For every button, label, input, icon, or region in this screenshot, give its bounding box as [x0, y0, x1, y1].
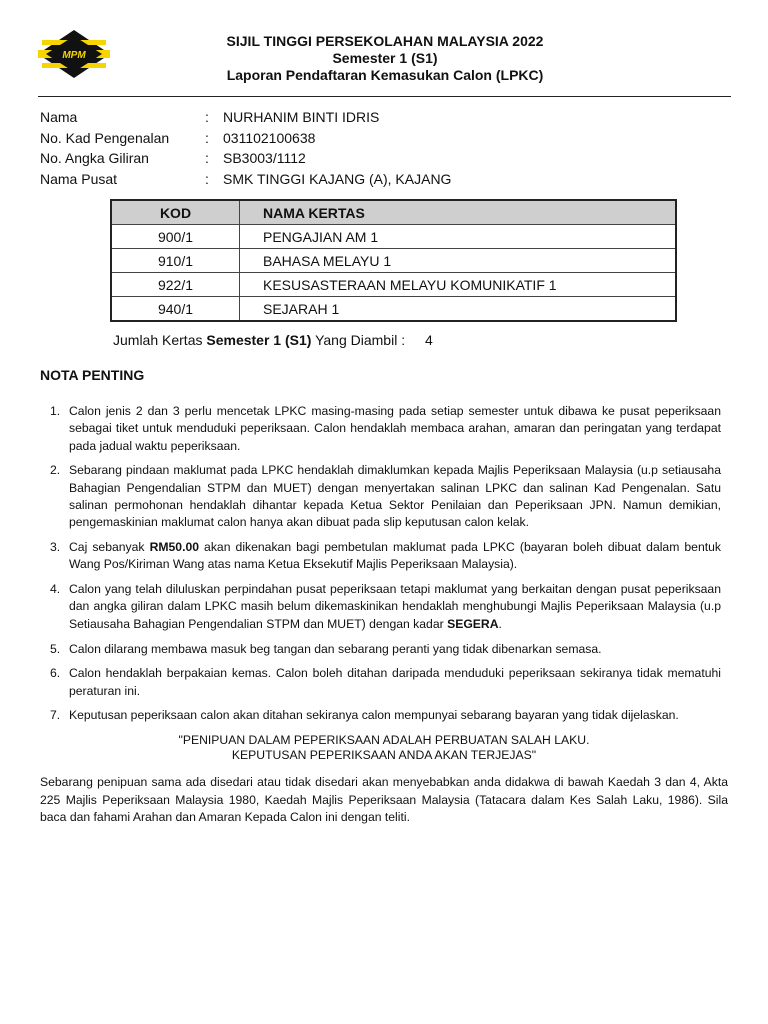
- note-text: Keputusan peperiksaan calon akan ditahan sekiranya calon mempunyai sebarang bayaran yang tidak dijelaskan.: [69, 708, 679, 723]
- note-number: 1.: [50, 404, 61, 418]
- note-number: 4.: [50, 582, 61, 597]
- info-row-centre: Nama Pusat : SMK TINGGI KAJANG (A), KAJANG: [40, 169, 451, 190]
- paper-code: 900/1: [111, 225, 240, 249]
- note-item: [40, 707, 721, 724]
- document-header: [150, 33, 620, 84]
- table-row: [111, 297, 676, 322]
- info-value: SB3003/1112: [223, 150, 306, 166]
- quote-line-2: KEPUTUSAN PEPERIKSAAN ANDA AKAN TERJEJAS": [231, 748, 537, 762]
- paper-name: PENGAJIAN AM 1: [240, 225, 677, 249]
- table-header-row: [111, 200, 676, 225]
- paper-name: KESUSASTERAAN MELAYU KOMUNIKATIF 1: [240, 273, 677, 297]
- column-header-kod: KOD: [111, 200, 240, 225]
- info-value: SMK TINGGI KAJANG (A), KAJANG: [223, 170, 452, 187]
- header-semester: Semester 1 (S1): [332, 50, 438, 66]
- info-value: NURHANIM BINTI IDRIS: [223, 109, 380, 125]
- total-count: 4: [424, 332, 433, 348]
- info-label: Nama: [40, 109, 78, 125]
- table-row: [111, 249, 676, 273]
- note-number: 5.: [50, 641, 61, 656]
- warning-quote: [0, 733, 768, 763]
- logo-text: MPM: [62, 50, 86, 61]
- note-item: [40, 539, 721, 574]
- urgent-label: SEGERA: [447, 616, 499, 631]
- info-row-nama: Nama : NURHANIM BINTI IDRIS: [40, 107, 451, 128]
- note-text: Calon dilarang membawa masuk beg tangan dan sebarang peranti yang tidak dibenarkan semasa.: [69, 641, 602, 656]
- info-row-index: No. Angka Giliran : SB3003/1112: [40, 148, 451, 169]
- note-number: 7.: [50, 708, 61, 723]
- note-item: [40, 665, 721, 700]
- info-value: 031102100638: [223, 129, 316, 146]
- note-number: 3.: [50, 540, 61, 555]
- note-text: Calon jenis 2 dan 3 perlu mencetak LPKC masing-masing pada setiap semester untuk dibawa ke pusat peperiksaan sebagai tiket untuk menduduki peperiksaan. Calon hendaklah membaca arahan, amaran dan peringatan yang terdapat pada jadual waktu peperiksaan.: [69, 404, 721, 453]
- fee-amount: RM50.00: [149, 540, 200, 555]
- total-label-post: Yang Diambil :: [315, 332, 406, 348]
- quote-line-1: "PENIPUAN DALAM PEPERIKSAAN ADALAH PERBUATAN SALAH LAKU.: [178, 733, 590, 747]
- info-label: No. Angka Giliran: [40, 150, 149, 166]
- header-report-title: Laporan Pendaftaran Kemasukan Calon (LPKC): [226, 67, 544, 83]
- paper-name: BAHASA MELAYU 1: [240, 249, 677, 273]
- header-divider: [38, 96, 731, 97]
- mpm-logo: [36, 28, 112, 80]
- footer-paragraph: Sebarang penipuan sama ada disedari atau tidak disedari akan menyebabkan anda didakwa di bawah Kaedah 3 dan 4, Akta 225 Majlis Peperiksaan Malaysia 1980, Kaedah Majlis Peperiksaan Malaysia (Tatacara dalam Kes Salah Laku, 1986). Sila baca dan fahami Arahan dan Amaran Kepada Calon ini dengan teliti.: [40, 775, 728, 824]
- notes-list: [40, 403, 721, 732]
- paper-code: 910/1: [111, 249, 240, 273]
- info-row-ic: No. Kad Pengenalan : 031102100638: [40, 128, 451, 149]
- total-papers: [113, 332, 433, 348]
- note-text: Calon yang telah diluluskan perpindahan pusat peperiksaan tetapi maklumat yang berkaitan dengan pusat peperiksaan dan angka giliran dalam LPKC masih belum dikemaskinikan hendaklah menghubungi Majlis Peperiksaan Malaysia (u.p Setiausaha Bahagian Pengendalian STPM dan MUET) dengan kadar SEGERA.: [69, 582, 721, 631]
- table-row: [111, 273, 676, 297]
- candidate-info: [40, 107, 451, 189]
- header-title: SIJIL TINGGI PERSEKOLAHAN MALAYSIA 2022: [226, 33, 544, 49]
- column-header-nama: NAMA KERTAS: [240, 200, 677, 225]
- note-item: [40, 641, 721, 658]
- info-label: No. Kad Pengenalan: [40, 129, 170, 146]
- note-number: 6.: [50, 666, 61, 681]
- note-number: 2.: [50, 463, 61, 478]
- important-notes-title: NOTA PENTING: [40, 367, 145, 383]
- note-text: Caj sebanyak RM50.00 akan dikenakan bagi pembetulan maklumat pada LPKC (bayaran boleh dibuat dalam bentuk Wang Pos/Kiriman Wang atas nama Ketua Eksekutif Majlis Peperiksaan Malaysia).: [69, 540, 721, 572]
- total-label-pre: Jumlah Kertas: [113, 332, 203, 348]
- info-label: Nama Pusat: [40, 170, 118, 187]
- paper-name: SEJARAH 1: [240, 297, 677, 322]
- table-row: [111, 225, 676, 249]
- paper-code: 940/1: [111, 297, 240, 322]
- note-text: Calon hendaklah berpakaian kemas. Calon boleh ditahan daripada menduduki peperiksaan sekiranya tidak mematuhi peraturan ini.: [69, 666, 721, 698]
- papers-table: [110, 199, 677, 322]
- note-item: [40, 403, 721, 455]
- note-text: Sebarang pindaan maklumat pada LPKC hendaklah dimaklumkan kepada Majlis Peperiksaan Malaysia (u.p setiausaha Bahagian Pengendalian STPM dan MUET) dengan menyertakan salinan LPKC dan salinan Kad Pengenalan. Satu salinan permohonan hendaklah dihantar kepada Ketua Sektor Penilaian dan Peperiksaan JPN. Namun demikian, pengemaskinian maklumat calon hanya akan dibuat pada slip keputusan calon kelak.: [69, 463, 721, 530]
- paper-code: 922/1: [111, 273, 240, 297]
- total-label-semester: Semester 1 (S1): [206, 332, 312, 348]
- note-item: [40, 462, 721, 531]
- note-item: [40, 581, 721, 633]
